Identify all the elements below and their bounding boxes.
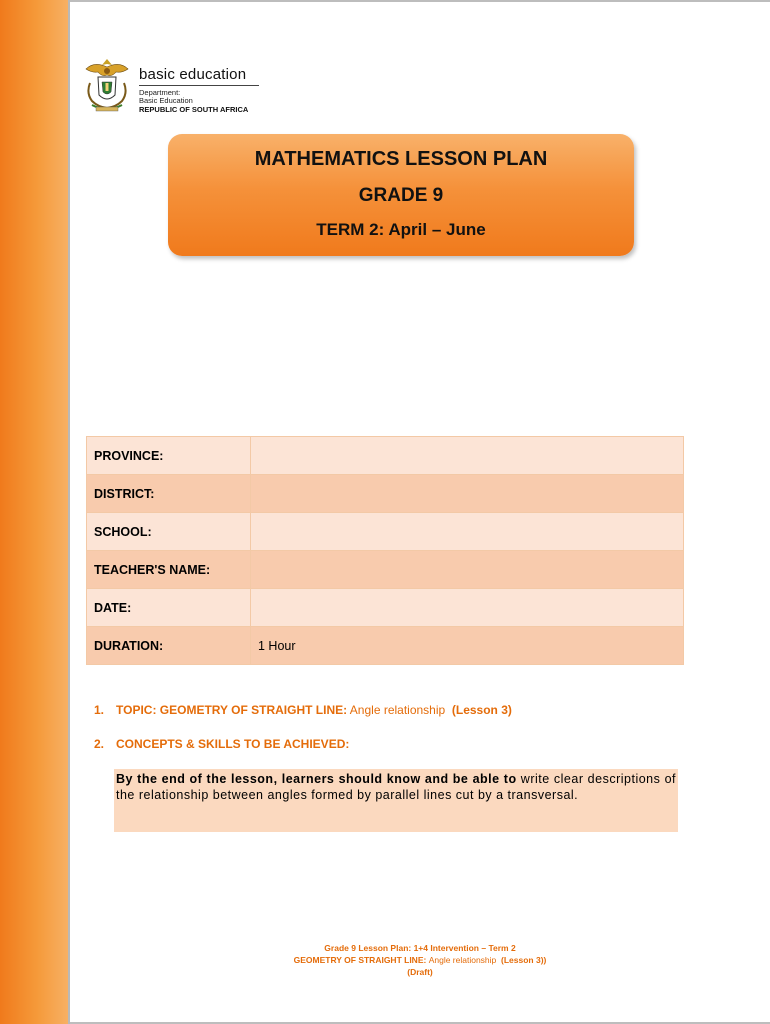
section-number: 2. bbox=[94, 737, 105, 751]
department-logo bbox=[82, 55, 267, 117]
row-value[interactable] bbox=[251, 475, 684, 513]
side-color-band bbox=[0, 0, 70, 1024]
info-table bbox=[86, 436, 684, 665]
department-name: Department: Basic Education bbox=[139, 88, 193, 105]
row-label: SCHOOL: bbox=[87, 513, 251, 551]
topic-title: TOPIC: GEOMETRY OF STRAIGHT LINE: bbox=[116, 703, 348, 717]
page-footer bbox=[70, 942, 770, 978]
document-title: MATHEMATICS LESSON PLAN bbox=[254, 148, 548, 170]
concepts-title: CONCEPTS & SKILLS TO BE ACHIEVED: bbox=[116, 737, 350, 751]
footer-line-3: (Draft) bbox=[407, 967, 433, 977]
table-row bbox=[87, 589, 684, 627]
row-label: DISTRICT: bbox=[87, 475, 251, 513]
row-value[interactable] bbox=[251, 513, 684, 551]
concepts-heading bbox=[94, 737, 349, 751]
row-value[interactable] bbox=[251, 589, 684, 627]
row-label: TEACHER'S NAME: bbox=[87, 551, 251, 589]
row-label: DATE: bbox=[87, 589, 251, 627]
top-border bbox=[70, 0, 770, 2]
concepts-lead: By the end of the lesson, learners should know and be able to bbox=[116, 772, 517, 786]
title-banner bbox=[168, 134, 634, 256]
section-number: 1. bbox=[94, 703, 105, 717]
concepts-box bbox=[114, 769, 678, 832]
term-title: TERM 2: April – June bbox=[316, 220, 486, 239]
grade-title: GRADE 9 bbox=[358, 185, 444, 206]
row-value[interactable] bbox=[251, 551, 684, 589]
lesson-number: (Lesson 3) bbox=[451, 703, 512, 717]
table-row bbox=[87, 551, 684, 589]
row-value[interactable] bbox=[251, 437, 684, 475]
topic-heading bbox=[94, 703, 512, 717]
topic-subject: Angle relationship bbox=[349, 703, 446, 717]
country-name: REPUBLIC OF SOUTH AFRICA bbox=[139, 105, 249, 114]
logo-divider bbox=[139, 85, 259, 86]
org-name: basic education bbox=[139, 66, 247, 83]
table-row bbox=[87, 627, 684, 665]
table-row bbox=[87, 437, 684, 475]
row-label: DURATION: bbox=[87, 627, 251, 665]
row-value[interactable]: 1 Hour bbox=[251, 627, 684, 665]
table-row bbox=[87, 513, 684, 551]
table-row bbox=[87, 475, 684, 513]
row-label: PROVINCE: bbox=[87, 437, 251, 475]
coat-of-arms-icon bbox=[82, 55, 132, 115]
footer-line-2: GEOMETRY OF STRAIGHT LINE: Angle relationship (Lesson 3)) bbox=[293, 955, 547, 965]
footer-line-1: Grade 9 Lesson Plan: 1+4 Intervention – Term 2 bbox=[324, 943, 516, 953]
concepts-text: write clear descriptions of the relationship between angles formed by parallel lines cut by a transversal. bbox=[116, 772, 676, 802]
